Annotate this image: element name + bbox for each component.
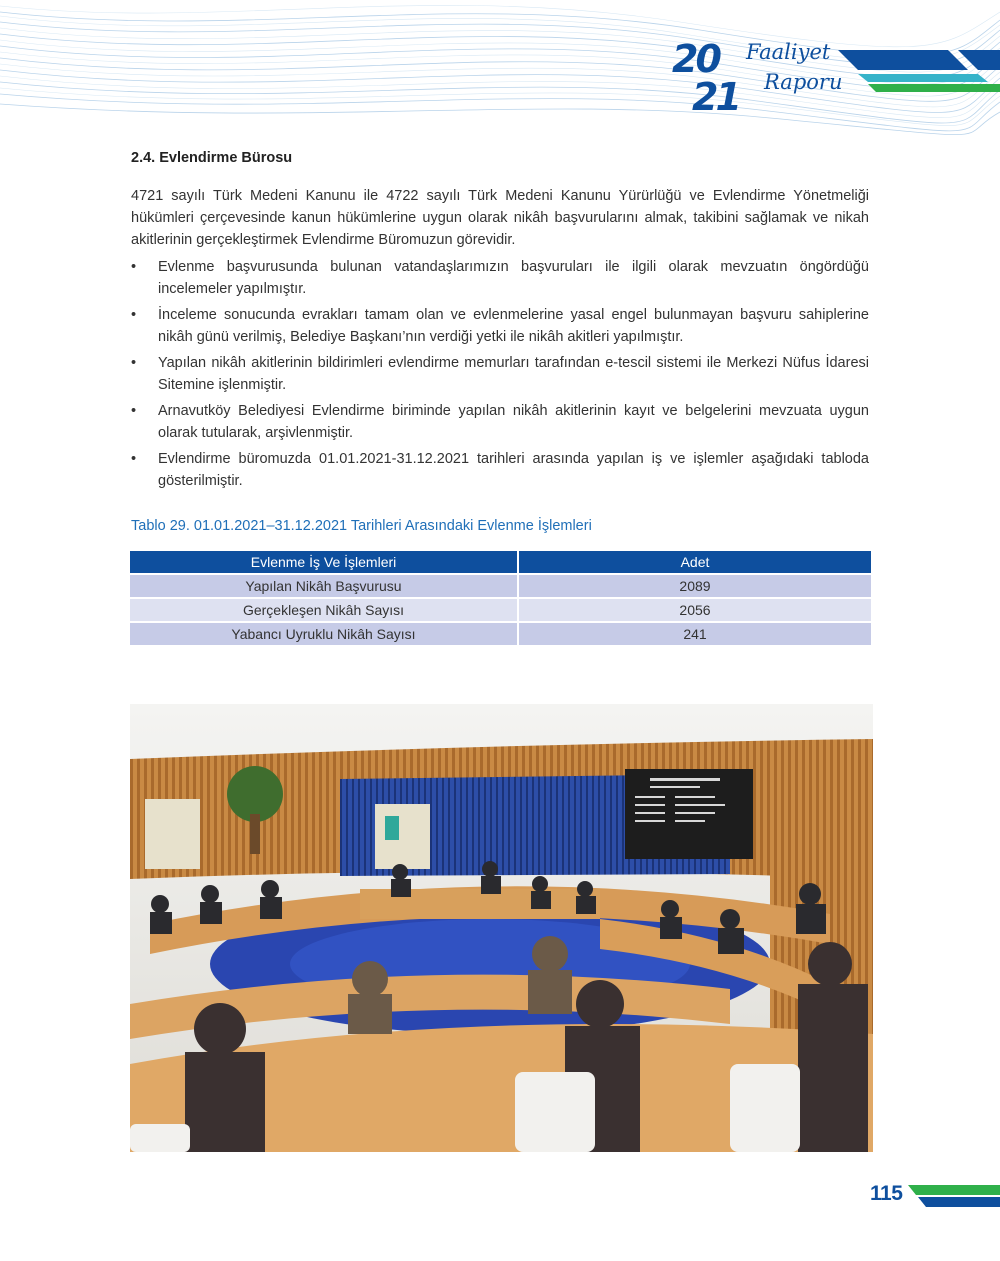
- table-cell-operation: Gerçekleşen Nikâh Sayısı: [130, 599, 519, 621]
- marriage-operations-table: [130, 549, 871, 647]
- logo-year-bottom: 21: [692, 75, 739, 119]
- column-header-operation: Evlenme İş Ve İşlemleri: [130, 551, 519, 573]
- table-row: [130, 575, 871, 597]
- table-row: [130, 623, 871, 645]
- table-caption: Tablo 29. 01.01.2021–31.12.2021 Tarihleri Arasındaki Evlenme İşlemleri: [131, 518, 592, 534]
- list-item: [131, 304, 869, 348]
- header-stripes-decoration: [838, 50, 1000, 92]
- table-cell-count: 241: [519, 623, 871, 645]
- list-item-text: Evlenme başvurusunda bulunan vatandaşlarımızın başvuruları ile ilgili olarak mevzuatın öngördüğü incelemeler yapılmıştır.: [158, 259, 869, 297]
- list-item: [131, 400, 869, 444]
- column-header-count: Adet: [519, 551, 871, 573]
- bullet-dot: •: [131, 259, 137, 275]
- table-row: [130, 599, 871, 621]
- footer-stripes-decoration: [908, 1185, 1000, 1207]
- table-header-row: [130, 551, 871, 573]
- intro-paragraph: 4721 sayılı Türk Medeni Kanunu ile 4722 sayılı Türk Medeni Kanunu Yürürlüğü ve Evlendirme Yönetmeliği hükümleri çerçevesinde kanun hükümlerine uygun olarak nikâh başvurularını almak, takibini sağlamak ve nikah akitlerinin gerçekleştirmek Evlendirme Büromuzun görevidir.: [131, 188, 869, 248]
- list-item: [131, 448, 869, 492]
- list-item-text: Arnavutköy Belediyesi Evlendirme biriminde yapılan nikâh akitlerinin kayıt ve belgelerini mevzuata uygun olarak tutularak, arşivlenmiştir.: [158, 403, 869, 441]
- list-item-text: İnceleme sonucunda evrakları tamam olan ve evlenmelerine yasal engel bulunmayan başvuru sahiplerine nikâh günü verilmiş, Belediye Başkanı’nın verdiği yetki ile nikâh akitleri yapılmıştır.: [158, 307, 869, 345]
- bullet-dot: •: [131, 307, 137, 323]
- table-cell-count: 2089: [519, 575, 871, 597]
- bullet-dot: •: [131, 355, 137, 371]
- list-item: [131, 256, 869, 300]
- bullet-list: [131, 256, 869, 496]
- list-item-text: Evlendirme büromuzda 01.01.2021-31.12.2021 tarihleri arasında yapılan iş ve işlemler aşağıdaki tabloda gösterilmiştir.: [158, 451, 869, 489]
- page-number: 115: [870, 1182, 903, 1205]
- list-item: [131, 352, 869, 396]
- logo-script-line2: Raporu: [764, 70, 843, 94]
- list-item-text: Yapılan nikâh akitlerinin bildirimleri evlendirme memurları tarafından e-tescil sistemi ile Merkezi Nüfus İdaresi Sitemine işlenmiştir.: [158, 355, 869, 393]
- table-cell-count: 2056: [519, 599, 871, 621]
- table-cell-operation: Yabancı Uyruklu Nikâh Sayısı: [130, 623, 519, 645]
- logo-year-top: 20: [672, 37, 719, 81]
- report-logo: [672, 37, 852, 119]
- council-chamber-photo: [130, 704, 873, 1152]
- bullet-dot: •: [131, 403, 137, 419]
- section-title: 2.4. Evlendirme Bürosu: [131, 150, 293, 166]
- logo-year: [672, 37, 739, 119]
- bullet-dot: •: [131, 451, 137, 467]
- logo-script-line1: Faaliyet: [746, 40, 831, 64]
- table-cell-operation: Yapılan Nikâh Başvurusu: [130, 575, 519, 597]
